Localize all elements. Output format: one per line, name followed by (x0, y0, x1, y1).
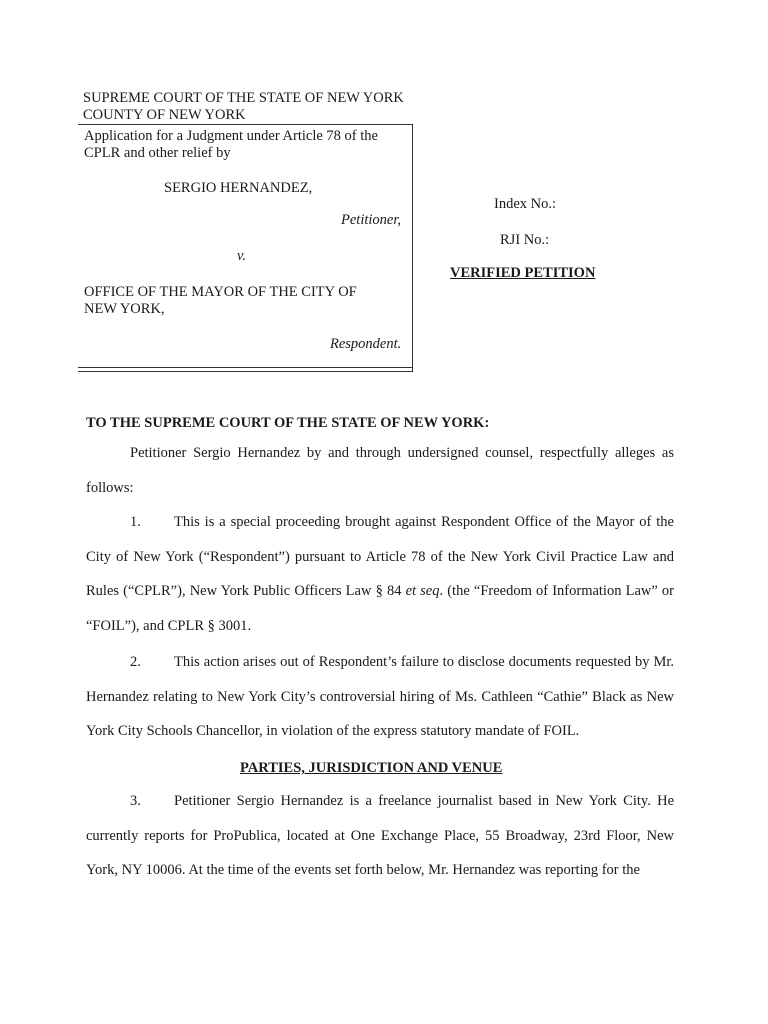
paragraph-3 (86, 784, 674, 888)
index-number-label: Index No.: (494, 196, 557, 212)
paragraph-1-text-b: . (the “Freedom of Information Law” or “FOIL”), and CPLR § 3001. (86, 583, 674, 634)
caption-double-rule (78, 367, 412, 368)
paragraph-2-text: This action arises out of Respondent’s failure to disclose documents requested by Mr. Hernandez relating to New York City’s controversial hiring of Ms. Cathleen “Cathie” Black as New York City Schools Chancellor, in violation of the express statutory mandate of FOIL. (86, 654, 674, 739)
court-name: SUPREME COURT OF THE STATE OF NEW YORK (83, 90, 404, 106)
paragraph-1-text-italic: et seq (405, 583, 440, 599)
section-heading: PARTIES, JURISDICTION AND VENUE (240, 760, 503, 776)
paragraph-1-number: 1. (130, 514, 141, 530)
paragraph-3-number: 3. (130, 793, 141, 809)
paragraph-2 (86, 645, 674, 749)
respondent-name-line2: NEW YORK, (84, 301, 165, 317)
paragraph-1-text-a: This is a special proceeding brought against Respondent Office of the Mayor of the City of New York (“Respondent”) pursuant to Article 78 of the New York Civil Practice Law and Rules (“CPLR”), New York Public Officers Law § 84 (86, 514, 674, 599)
versus-label: v. (237, 248, 246, 264)
respondent-name-line1: OFFICE OF THE MAYOR OF THE CITY OF (84, 284, 357, 300)
caption-application-line2: CPLR and other relief by (84, 145, 231, 161)
caption-application-line1: Application for a Judgment under Article 78 of the (84, 128, 378, 144)
court-county: COUNTY OF NEW YORK (83, 107, 246, 123)
document-title: VERIFIED PETITION (450, 265, 596, 281)
paragraph-2-number: 2. (130, 654, 141, 670)
petitioner-role: Petitioner, (341, 212, 402, 228)
paragraph-1 (86, 505, 674, 643)
rji-number-label: RJI No.: (500, 232, 550, 248)
intro-paragraph: Petitioner Sergio Hernandez by and through undersigned counsel, respectfully alleges as follows: (86, 445, 674, 496)
court-address: TO THE SUPREME COURT OF THE STATE OF NEW YORK: (86, 415, 490, 431)
paragraph-3-text: Petitioner Sergio Hernandez is a freelance journalist based in New York City. He currently reports for ProPublica, located at One Exchange Place, 55 Broadway, 23rd Floor, New York, NY 10006. At the time of the events set forth below, Mr. Hernandez was reporting for the (86, 793, 674, 878)
respondent-role: Respondent. (330, 336, 402, 352)
petitioner-name: SERGIO HERNANDEZ, (164, 180, 313, 196)
